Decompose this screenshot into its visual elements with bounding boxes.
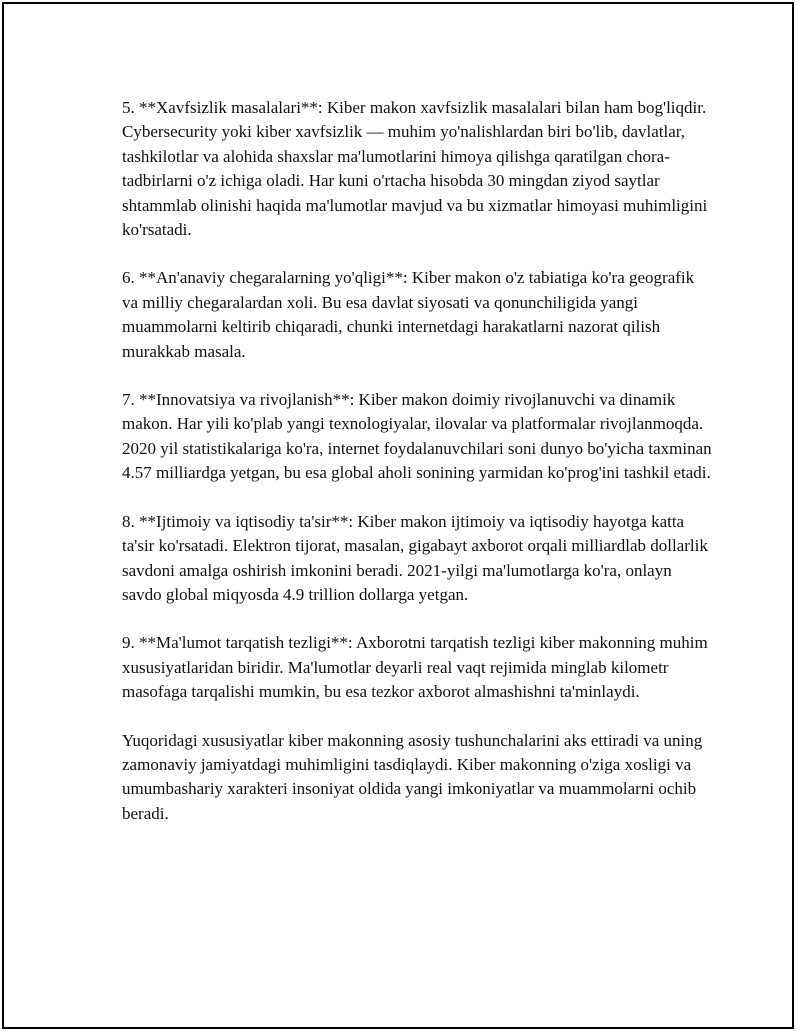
paragraph-chegaralar: 6. **An'anaviy chegaralarning yo'qligi**: Kiber makon o'z tabiatiga ko'ra geografik va milliy chegaralardan xoli. Bu esa davlat siyosati va qonunchiligida yangi muammolarni keltirib chiqaradi, chunki internetdagi harakatlarni nazorat qilish murakkab masala. (122, 268, 695, 361)
document-body (122, 96, 712, 850)
paragraph-xavfsizlik: 5. **Xavfsizlik masalalari**: Kiber makon xavfsizlik masalalari bilan ham bog'liqdir. Cybersecurity yoki kiber xavfsizlik — muhim yo'nalishlardan biri bo'lib, davlatlar, tashkilotlar va alohida shaxslar ma'lumotlarini himoya qilishga qaratilgan chora-tadbirlarni o'z ichiga oladi. Har kuni o'rtacha hisobda 30 mingdan ziyod saytlar shtammlab olinishi haqida ma'lumotlar mavjud va bu xizmatlar himoyasi muhimligini ko'rsatadi. (122, 98, 708, 240)
paragraph-tarqatish-tezligi: 9. **Ma'lumot tarqatish tezligi**: Axborotni tarqatish tezligi kiber makonning muhim xususiyatlaridan biridir. Ma'lumotlar deyarli real vaqt rejimida minglab kilometr masofaga tarqalishi mumkin, bu esa tezkor axborot almashishni ta'minlaydi. (122, 633, 708, 702)
paragraph-xulosa: Yuqoridagi xususiyatlar kiber makonning asosiy tushunchalarini aks ettiradi va uning zamonaviy jamiyatdagi muhimligini tasdiqlaydi. Kiber makonning o'ziga xosligi va umumbashariy xarakteri insoniyat oldida yangi imkoniyatlar va muammolarni ochib beradi. (122, 730, 703, 823)
paragraph-ijtimoiy-iqtisodiy: 8. **Ijtimoiy va iqtisodiy ta'sir**: Kiber makon ijtimoiy va iqtisodiy hayotga katta ta'sir ko'rsatadi. Elektron tijorat, masalan, gigabayt axborot orqali milliardlab dollarlik savdoni amalga oshirish imkonini beradi. 2021-yilgi ma'lumotlarga ko'ra, onlayn savdo global miqyosda 4.9 trillion dollarga yetgan. (122, 511, 708, 604)
document-page (2, 2, 794, 1029)
paragraph-innovatsiya: 7. **Innovatsiya va rivojlanish**: Kiber makon doimiy rivojlanuvchi va dinamik makon. Har yili ko'plab yangi texnologiyalar, ilovalar va platformalar rivojlanmoqda. 2020 yil statistikalariga ko'ra, internet foydalanuvchilari soni dunyo bo'yicha taxminan 4.57 milliardga yetgan, bu esa global aholi sonining yarmidan ko'prog'ini tashkil etadi. (122, 390, 712, 483)
